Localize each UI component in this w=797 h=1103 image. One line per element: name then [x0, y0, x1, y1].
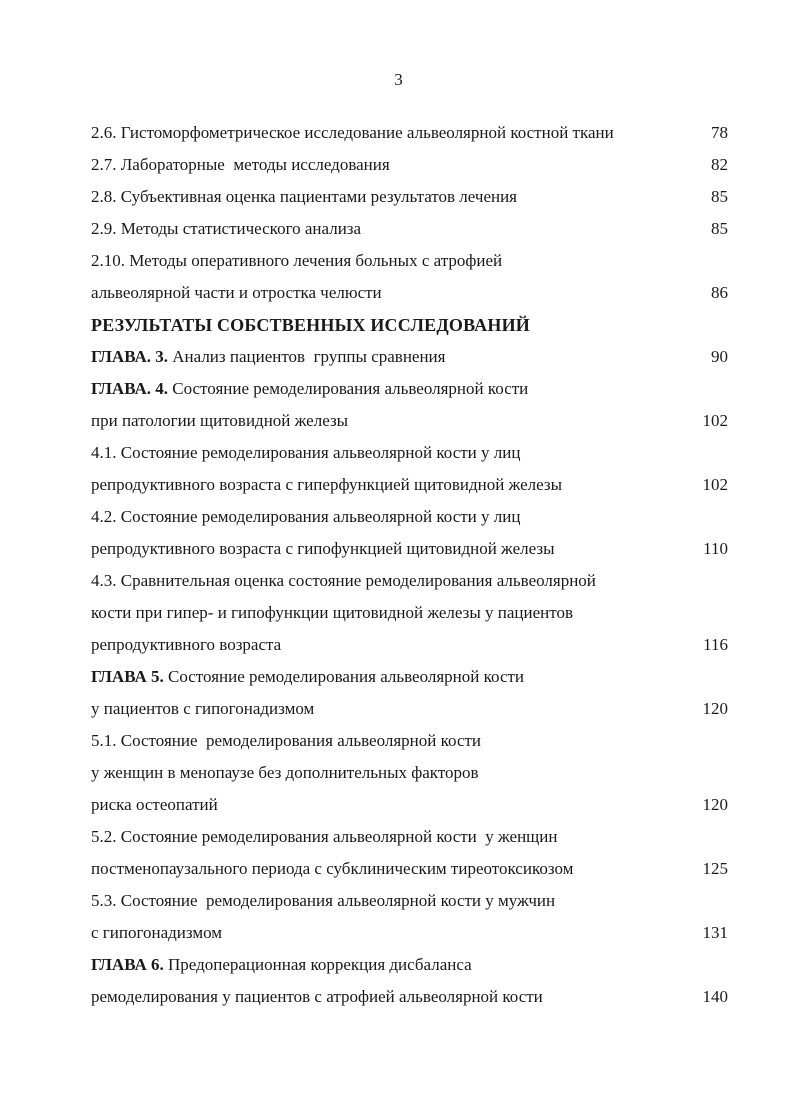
toc-page-number: 85 [711, 219, 728, 238]
toc-entry-text: у женщин в менопаузе без дополнительных факторов [91, 763, 479, 782]
toc-entry [91, 437, 731, 469]
toc-entry-text: 4.2. Состояние ремоделирования альвеолярной кости у лиц [91, 507, 521, 526]
toc-entry [91, 565, 731, 597]
toc-entry-text: 2.8. Субъективная оценка пациентами результатов лечения [91, 187, 518, 206]
toc-page-number: 120 [702, 795, 728, 814]
table-of-contents [91, 117, 731, 1013]
toc-entry-text: репродуктивного возраста [91, 635, 282, 654]
toc-entry [91, 629, 731, 661]
toc-entry [91, 885, 731, 917]
toc-entry-text: кости при гипер- и гипофункции щитовидной железы у пациентов [91, 603, 573, 622]
toc-entry-text: 2.10. Методы оперативного лечения больных с атрофией [91, 251, 503, 270]
toc-entry [91, 725, 731, 757]
toc-entry [91, 853, 731, 885]
toc-entry-text: постменопаузального периода с субклиническим тиреотоксикозом [91, 859, 574, 878]
toc-entry-text: Состояние ремоделирования альвеолярной кости [168, 379, 529, 398]
toc-entry-text: при патологии щитовидной железы [91, 411, 349, 430]
chapter-label: ГЛАВА 6. [91, 955, 164, 974]
toc-entry-text: ремоделирования у пациентов с атрофией альвеолярной кости [91, 987, 543, 1006]
toc-page-number: 85 [711, 187, 728, 206]
toc-entry-text: 5.3. Состояние ремоделирования альвеолярной кости у мужчин [91, 891, 556, 910]
toc-page-number: 90 [711, 347, 728, 366]
toc-entry [91, 149, 731, 181]
toc-page-number: 110 [703, 539, 728, 558]
toc-entry [91, 949, 731, 981]
toc-entry-text: Предоперационная коррекция дисбаланса [163, 955, 472, 974]
toc-entry [91, 501, 731, 533]
toc-entry-text: 4.3. Сравнительная оценка состояние ремоделирования альвеолярной [91, 571, 596, 590]
toc-page-number: 120 [702, 699, 728, 718]
toc-entry [91, 213, 731, 245]
toc-entry [91, 533, 731, 565]
toc-page-number: 86 [711, 283, 728, 302]
chapter-label: ГЛАВА 5. [91, 667, 164, 686]
section-heading: РЕЗУЛЬТАТЫ СОБСТВЕННЫХ ИССЛЕДОВАНИЙ [91, 315, 530, 335]
toc-entry-text: Состояние ремоделирования альвеолярной кости [163, 667, 525, 686]
toc-entry-text: 2.9. Методы статистического анализа [91, 219, 362, 238]
chapter-label: ГЛАВА. 4. [91, 379, 168, 398]
toc-entry-text: с гипогонадизмом [91, 923, 223, 942]
toc-entry-text: репродуктивного возраста с гиперфункцией щитовидной железы [91, 475, 563, 494]
toc-entry [91, 117, 731, 149]
toc-page-number: 102 [702, 475, 728, 494]
toc-entry [91, 597, 731, 629]
toc-page-number: 82 [711, 155, 728, 174]
toc-entry-text: 4.1. Состояние ремоделирования альвеолярной кости у лиц [91, 443, 521, 462]
toc-page-number: 116 [703, 635, 728, 654]
toc-entry [91, 821, 731, 853]
toc-entry [91, 277, 731, 309]
toc-entry-text: альвеолярной части и отростка челюсти [91, 283, 382, 302]
toc-entry-text: репродуктивного возраста с гипофункцией щитовидной железы [91, 539, 555, 558]
toc-entry [91, 181, 731, 213]
toc-page-number: 131 [702, 923, 728, 942]
toc-page-number: 125 [702, 859, 728, 878]
toc-entry [91, 789, 731, 821]
toc-entry-text: 2.6. Гистоморфометрическое исследование альвеолярной костной ткани [91, 123, 614, 142]
toc-entry-text: риска остеопатий [91, 795, 218, 814]
toc-entry-text: 5.1. Состояние ремоделирования альвеолярной кости [91, 731, 482, 750]
toc-entry-text: Анализ пациентов группы сравнения [168, 347, 446, 366]
toc-page-number: 78 [711, 123, 728, 142]
toc-entry [91, 341, 731, 373]
toc-entry [91, 757, 731, 789]
toc-entry-text: 2.7. Лабораторные методы исследования [91, 155, 390, 174]
toc-entry [91, 373, 731, 405]
chapter-label: ГЛАВА. 3. [91, 347, 168, 366]
page-number: 3 [394, 70, 403, 89]
toc-entry [91, 469, 731, 501]
toc-entry-text: у пациентов с гипогонадизмом [91, 699, 315, 718]
toc-entry [91, 405, 731, 437]
toc-entry [91, 661, 731, 693]
toc-entry [91, 693, 731, 725]
toc-page-number: 140 [702, 987, 728, 1006]
toc-entry [91, 981, 731, 1013]
toc-entry-text: 5.2. Состояние ремоделирования альвеолярной кости у женщин [91, 827, 558, 846]
toc-entry [91, 917, 731, 949]
toc-page-number: 102 [702, 411, 728, 430]
toc-entry [91, 245, 731, 277]
